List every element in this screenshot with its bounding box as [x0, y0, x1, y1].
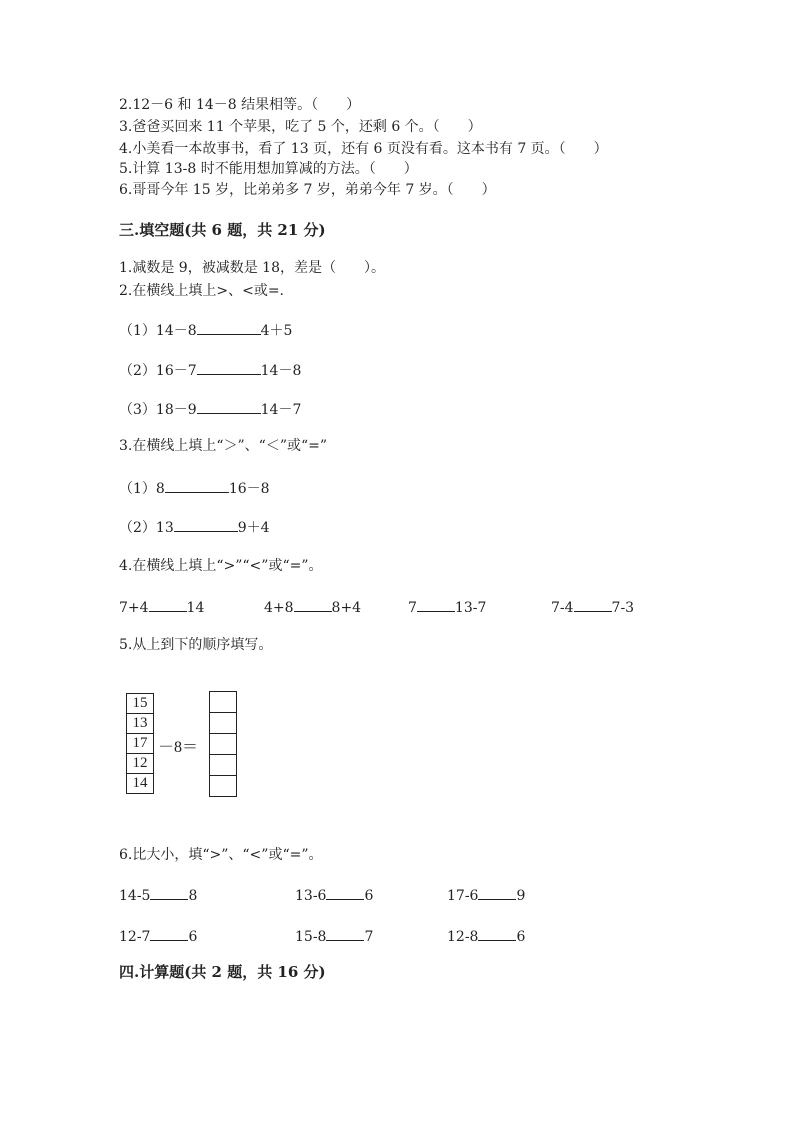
answer-blank[interactable] [417, 597, 455, 612]
answer-blank[interactable] [478, 885, 516, 900]
expr-right: 13-7 [454, 600, 487, 616]
answer-blank[interactable] [574, 597, 612, 612]
expr-right: 9 [516, 888, 526, 904]
question-4-item-4 [551, 597, 634, 617]
expr-left: （1）14－8 [119, 323, 197, 339]
expr-right: 6 [188, 929, 198, 945]
answer-blank[interactable] [478, 926, 516, 941]
question-4-item-1 [119, 597, 204, 617]
expr-left: 13-6 [295, 888, 327, 904]
question-5-prompt: 5.从上到下的顺序填写。 [119, 637, 273, 653]
number-cell: 12 [127, 754, 153, 774]
question-2-prompt: 2.在横线上填上>、<或=. [119, 283, 284, 299]
answer-blank[interactable] [149, 597, 187, 612]
expr-left: 15-8 [295, 929, 327, 945]
section-heading-calculation: 四.计算题(共 2 题，共 16 分) [119, 963, 326, 981]
expr-right: 9＋4 [237, 520, 270, 536]
answer-blank[interactable] [197, 399, 261, 414]
subtraction-figure [126, 691, 246, 801]
answer-blank[interactable] [294, 597, 332, 612]
expr-right: 4＋5 [260, 323, 293, 339]
answer-blank[interactable] [150, 885, 188, 900]
expr-left: 7-4 [551, 600, 574, 616]
question-3-prompt: 3.在横线上填上“＞”、“＜”或“=” [119, 438, 328, 454]
expr-left: 4+8 [264, 600, 294, 616]
answer-blank[interactable] [197, 320, 261, 335]
question-1: 1.减数是 9，被减数是 18，差是（ ）。 [119, 260, 385, 276]
question-4-prompt: 4.在横线上填上“>”“<”或“=”。 [119, 558, 323, 574]
question-6-item-5 [295, 926, 373, 946]
answer-cell[interactable] [210, 755, 236, 776]
question-6-item-1 [119, 885, 197, 905]
expr-right: 14 [186, 600, 205, 616]
question-4-item-2 [264, 597, 361, 617]
question-3-part-2 [119, 517, 270, 537]
expr-left: （3）18－9 [119, 402, 197, 418]
section-heading-fill-in: 三.填空题(共 6 题，共 21 分) [119, 221, 326, 239]
number-column [126, 693, 154, 794]
expr-left: 17-6 [447, 888, 479, 904]
expr-left: 7 [408, 600, 417, 616]
question-6-item-6 [447, 926, 525, 946]
answer-cell[interactable] [210, 734, 236, 755]
answer-blank[interactable] [326, 926, 364, 941]
expr-left: （2）13 [119, 520, 174, 536]
question-6-item-3 [447, 885, 525, 905]
question-6-item-2 [295, 885, 373, 905]
expr-left: （2）16－7 [119, 363, 197, 379]
expr-right: 7-3 [611, 600, 635, 616]
number-cell: 13 [127, 714, 153, 734]
answer-blank[interactable] [174, 517, 238, 532]
answer-cell[interactable] [210, 776, 236, 796]
expr-right: 14－7 [260, 402, 302, 418]
question-2-part-3 [119, 399, 301, 419]
expr-right: 6 [364, 888, 374, 904]
answer-blank[interactable] [165, 478, 229, 493]
answer-column [209, 691, 237, 797]
expr-right: 8+4 [331, 600, 362, 616]
answer-blank[interactable] [326, 885, 364, 900]
judge-item-5: 5.计算 13-8 时不能用想加算减的方法。（ ） [119, 161, 418, 177]
question-2-part-2 [119, 360, 301, 380]
judge-item-6: 6.哥哥今年 15 岁，比弟弟多 7 岁，弟弟今年 7 岁。（ ） [119, 182, 496, 198]
judge-item-2: 2.12－6 和 14－8 结果相等。（ ） [119, 97, 361, 113]
answer-cell[interactable] [210, 713, 236, 734]
expr-left: 7+4 [119, 600, 149, 616]
number-cell: 17 [127, 734, 153, 754]
answer-blank[interactable] [150, 926, 188, 941]
expr-right: 8 [188, 888, 198, 904]
question-6-prompt: 6.比大小，填“>”、“<”或“=”。 [119, 847, 323, 863]
expr-right: 7 [364, 929, 374, 945]
expr-right: 16－8 [228, 481, 270, 497]
expr-left: 12-7 [119, 929, 151, 945]
number-cell: 15 [127, 694, 153, 714]
number-cell: 14 [132, 775, 148, 791]
answer-cell[interactable] [210, 692, 236, 713]
answer-blank[interactable] [197, 360, 261, 375]
question-3-part-1 [119, 478, 270, 498]
question-2-part-1 [119, 320, 292, 340]
expr-right: 14－8 [260, 363, 302, 379]
judge-item-3: 3.爸爸买回来 11 个苹果，吃了 5 个，还剩 6 个。（ ） [119, 119, 482, 135]
operator-minus-eight: －8＝ [158, 739, 199, 756]
question-6-item-4 [119, 926, 197, 946]
expr-left: （1）8 [119, 481, 165, 497]
judge-item-4: 4.小美看一本故事书，看了 13 页，还有 6 页没有看。这本书有 7 页。（ ） [119, 141, 608, 157]
expr-left: 14-5 [119, 888, 151, 904]
expr-left: 12-8 [447, 929, 479, 945]
expr-right: 6 [516, 929, 526, 945]
question-4-item-3 [408, 597, 486, 617]
